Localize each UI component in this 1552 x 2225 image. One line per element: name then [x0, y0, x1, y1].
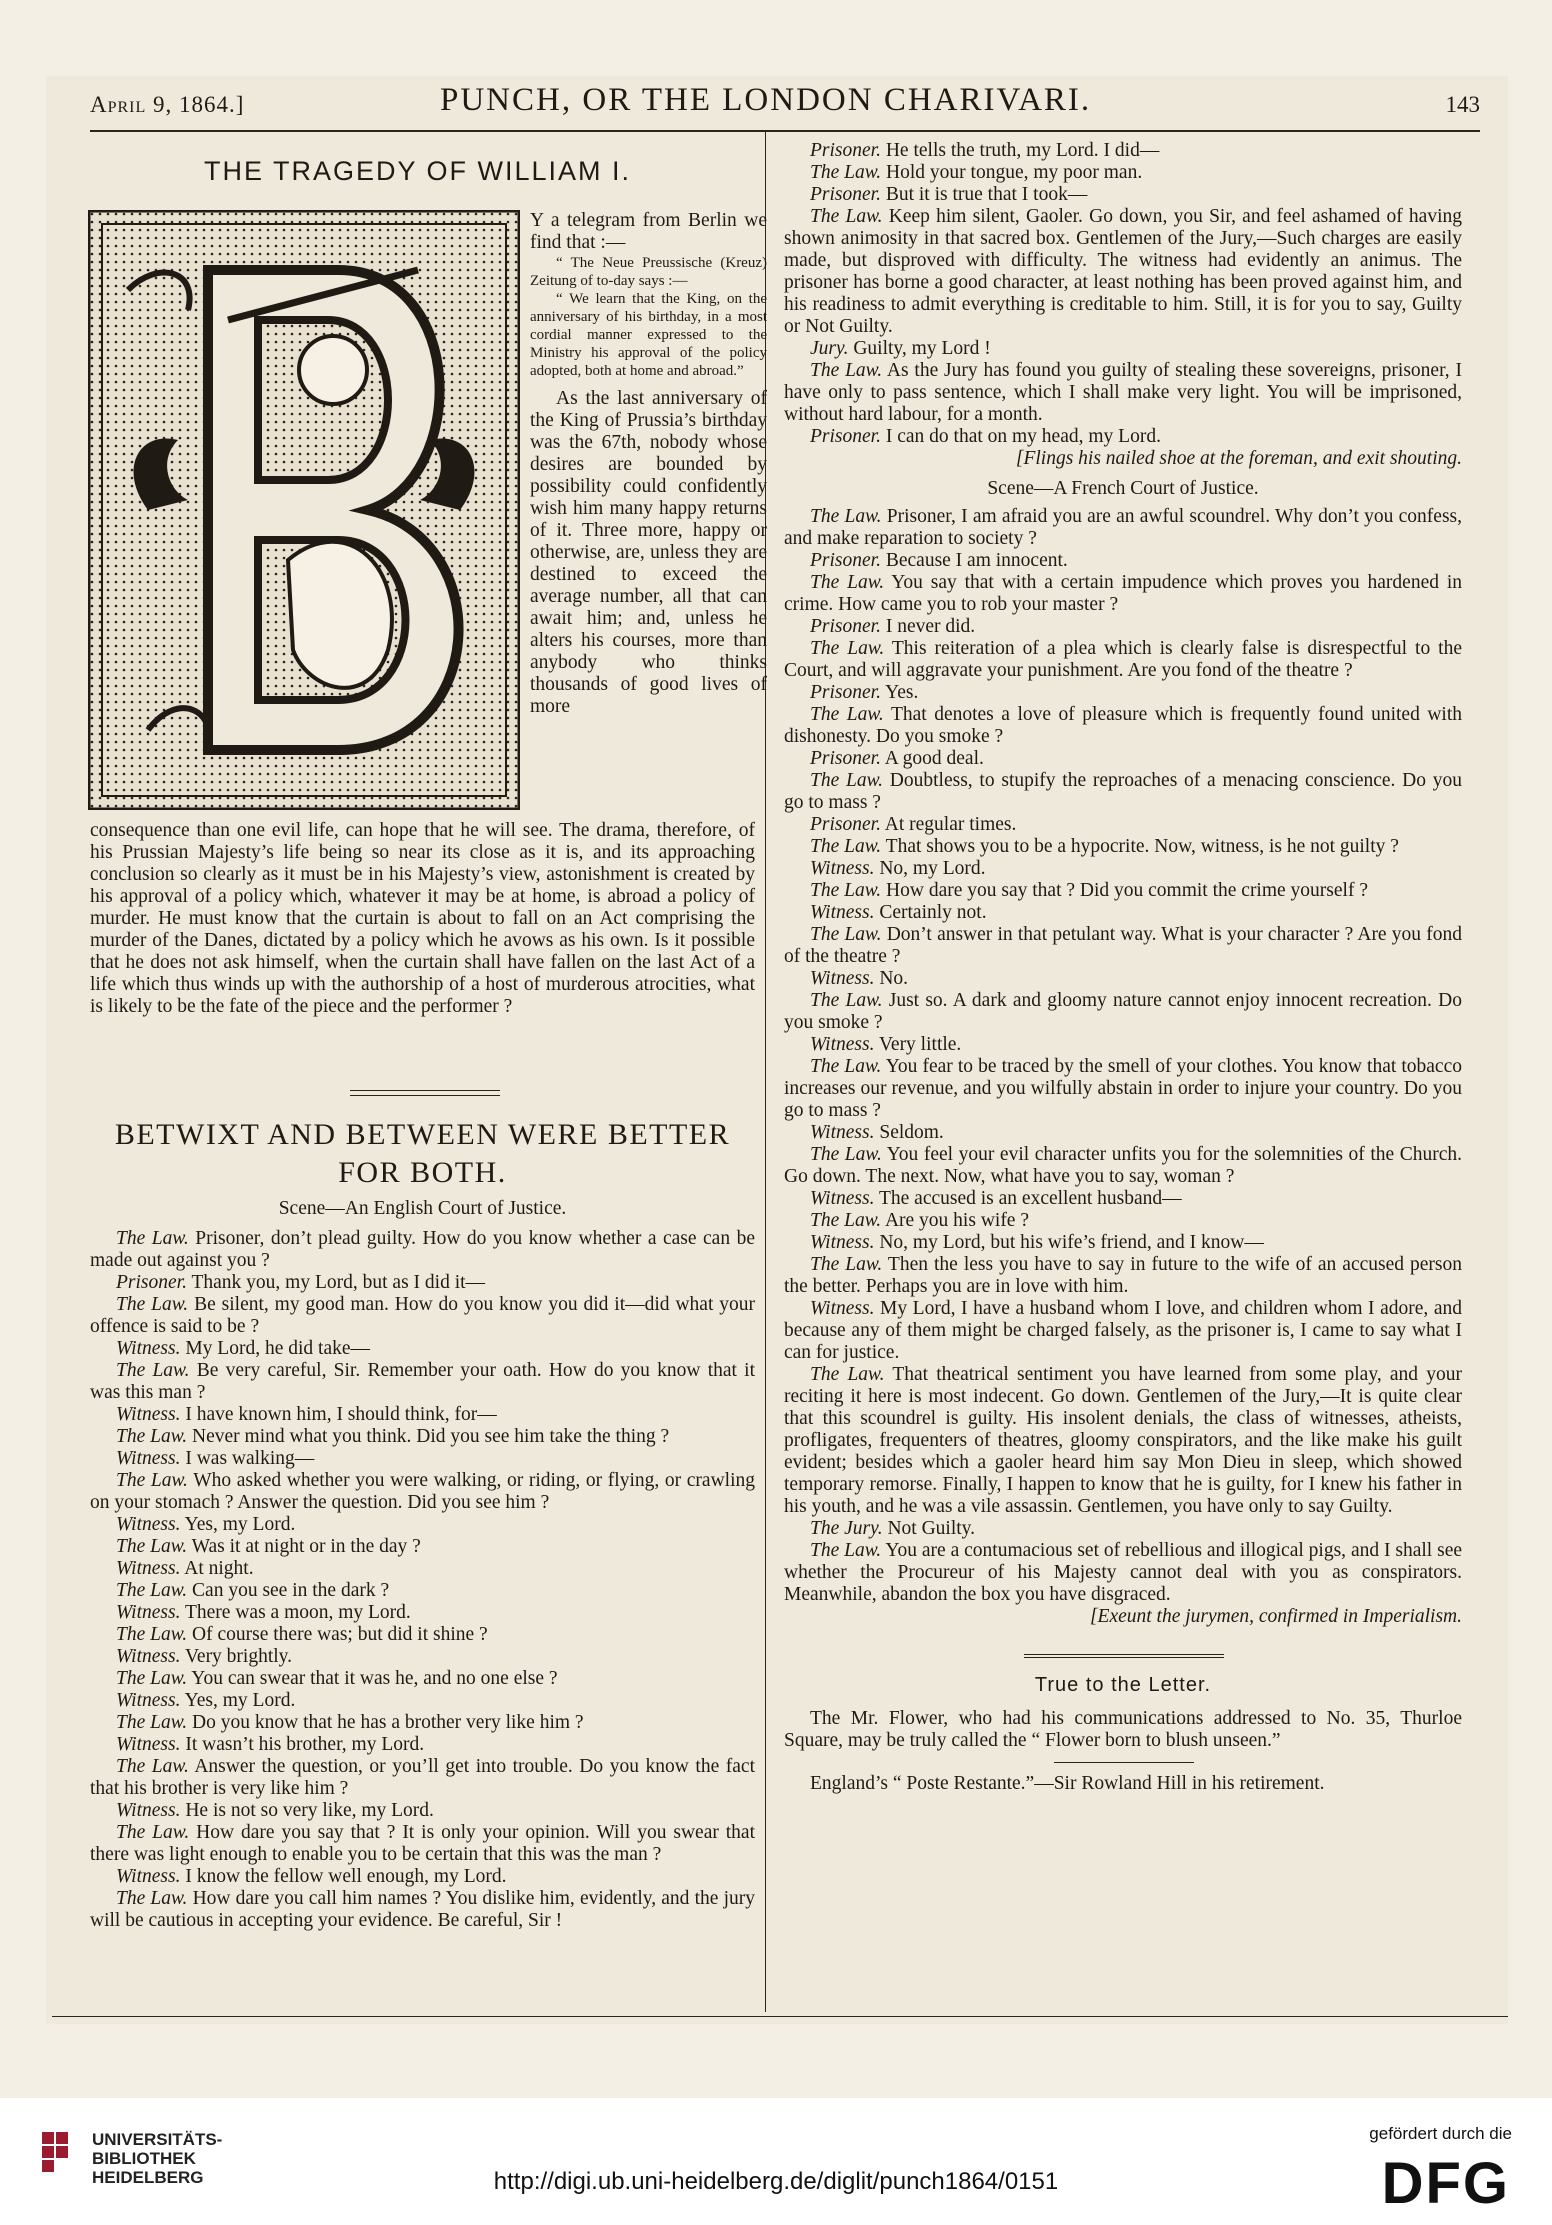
speaker-label: Witness.: [810, 1122, 875, 1143]
speaker-label: Prisoner.: [810, 682, 881, 703]
speech-text: I know the fellow well enough, my Lord.: [180, 1866, 507, 1887]
stage-direction-2: [Exeunt the jurymen, confirmed in Imperialism.: [1089, 1606, 1462, 1627]
speaker-label: The Law.: [810, 572, 885, 593]
speaker-label: The Law.: [116, 1536, 188, 1557]
article-tragedy: [90, 156, 745, 186]
speaker-label: The Law.: [810, 836, 882, 857]
dialogue-line: [784, 550, 1462, 572]
dialogue-line: [90, 1624, 755, 1646]
flower-paragraph: The Mr. Flower, who had his communications addressed to No. 35, Thurloe Square, may be truly called the “ Flower born to blush unseen.”: [784, 1708, 1462, 1751]
speech-text: Be very careful, Sir. Remember your oath. How do you know that it was this man ?: [90, 1360, 755, 1403]
speaker-label: Witness.: [116, 1646, 181, 1667]
speech-text: Yes, my Lord.: [180, 1514, 296, 1535]
article-tragedy-narrow: [530, 210, 767, 718]
dialogue-line: [784, 338, 1462, 360]
speech-text: My Lord, I have a husband whom I love, and children whom I adore, and because any of them might be charged falsely, as the prisoner is, I came to say what I can for justice.: [784, 1298, 1462, 1363]
digitization-footer: [0, 2098, 1552, 2225]
speech-text: That denotes a love of pleasure which is frequently found united with dishonesty. Do you smoke ?: [784, 704, 1462, 747]
dialogue-line: [90, 1470, 755, 1514]
speaker-label: Prisoner.: [810, 616, 881, 637]
speech-text: He tells the truth, my Lord. I did—: [880, 140, 1160, 161]
speaker-label: The Law.: [810, 880, 882, 901]
stage-direction-1: [Flings his nailed shoe at the foreman, and exit shouting.: [1015, 448, 1462, 469]
dialogue-line: [784, 1518, 1462, 1540]
speech-text: You say that with a certain impudence which proves you hardened in crime. How came you to rob your master ?: [784, 572, 1463, 615]
dialogue-line: [90, 1822, 755, 1866]
speech-text: You feel your evil character unfits you for the solemnities of the Church. Go down. The next. Now, what have you to say, woman ?: [784, 1144, 1462, 1187]
speech-text: Very brightly.: [180, 1646, 293, 1667]
speaker-label: Prisoner.: [116, 1272, 187, 1293]
speech-text: You are a contumacious set of rebellious and illogical pigs, and I shall see whether the Procureur of his Majesty cannot deal with you as conspirators. Meanwhile, abandon the box you have disgraced.: [784, 1540, 1462, 1605]
speaker-label: The Law.: [810, 506, 882, 527]
dialogue-line: [90, 1338, 755, 1360]
dialogue-line: [90, 1888, 755, 1932]
telegram-intro: Y a telegram from Berlin we find that :—: [530, 210, 767, 253]
speech-text: At night.: [180, 1558, 254, 1579]
speaker-label: The Law.: [116, 1668, 188, 1689]
speaker-label: The Law.: [116, 1580, 188, 1601]
speaker-label: Jury.: [810, 338, 849, 359]
dialogue-line: [784, 902, 1462, 924]
speaker-label: Witness.: [810, 968, 875, 989]
dialogue-line: [90, 1426, 755, 1448]
section-rule-1: [350, 1090, 500, 1091]
article-betwixt: [90, 1116, 755, 1932]
dialogue-line: [90, 1668, 755, 1690]
speaker-label: The Jury.: [810, 1518, 883, 1539]
speech-text: That theatrical sentiment you have learned from some play, and your reciting it here is most indecent. Go down. Gentlemen of the Jury,—It is quite clear that this scoundrel is guilty. His insolent denials, the class of witnesses, atheists, profligates, frequenters of theatres, gloomy conspirators, and the like make his guilt evident; besides which a gaoler heard him say Mon Dieu in sleep, which showed temporary remorse. Finally, I happen to know that he is guilty, for I knew his father in his youth, and he was a vile assassin. Gentlemen, you have only to say Guilty.: [784, 1364, 1462, 1517]
speech-text: Prisoner, don’t plead guilty. How do you know whether a case can be made out against you ?: [90, 1228, 755, 1271]
dialogue-line: [90, 1272, 755, 1294]
dialogue-line: [784, 836, 1462, 858]
speech-text: Answer the question, or you’ll get into trouble. Do you know the fact that his brother is very like him ?: [90, 1756, 755, 1799]
speaker-label: The Law.: [810, 1210, 882, 1231]
dialogue-line: [784, 1188, 1462, 1210]
dialogue-line: [90, 1448, 755, 1470]
section-rule-4: [1024, 1657, 1224, 1658]
dialogue-line: [784, 1144, 1462, 1188]
speaker-label: The Law.: [810, 360, 883, 381]
speech-text: Yes.: [880, 682, 919, 703]
dialogue-line: [784, 682, 1462, 704]
dialogue-line: [90, 1294, 755, 1338]
article-heading-tragedy: THE TRAGEDY OF WILLIAM I.: [203, 156, 632, 186]
speaker-label: The Law.: [810, 1056, 882, 1077]
speech-text: Very little.: [874, 1034, 962, 1055]
speaker-label: Witness.: [810, 1298, 875, 1319]
speaker-label: Witness.: [116, 1448, 181, 1469]
speaker-label: Prisoner.: [810, 184, 881, 205]
dialogue-french: [784, 506, 1462, 1606]
speaker-label: The Law.: [116, 1426, 188, 1447]
dialogue-line: [784, 572, 1462, 616]
dfg-logo: DFG: [1381, 2151, 1510, 2216]
speaker-label: Witness.: [116, 1734, 181, 1755]
speech-text: That shows you to be a hypocrite. Now, witness, is he not guilty ?: [881, 836, 1399, 857]
speaker-label: The Law.: [810, 1364, 885, 1385]
speech-text: But it is true that I took—: [880, 184, 1088, 205]
dialogue-line: [784, 616, 1462, 638]
scene-french: Scene—A French Court of Justice.: [987, 478, 1259, 499]
speech-text: You fear to be traced by the smell of your clothes. You know that tobacco increases our revenue, and you wilfully abstain in order to injure your country. Do you go to mass ?: [784, 1056, 1462, 1121]
dialogue-line: [784, 162, 1462, 184]
speech-text: Can you see in the dark ?: [187, 1580, 390, 1601]
speaker-label: Witness.: [116, 1558, 181, 1579]
dialogue-line: [784, 814, 1462, 836]
speaker-label: The Law.: [810, 924, 882, 945]
speech-text: I can do that on my head, my Lord.: [880, 426, 1161, 447]
speech-text: Do you know that he has a brother very like him ?: [187, 1712, 584, 1733]
section-rule-2: [350, 1095, 500, 1096]
speaker-label: The Law.: [116, 1294, 189, 1315]
speaker-label: The Law.: [116, 1228, 189, 1249]
dialogue-line: [784, 426, 1462, 448]
speech-text: Not Guilty.: [882, 1518, 976, 1539]
speaker-label: The Law.: [810, 990, 883, 1011]
dialogue-english-left: [90, 1228, 755, 1932]
article-heading-letter: True to the Letter.: [1034, 1674, 1212, 1696]
speech-text: Of course there was; but did it shine ?: [187, 1624, 488, 1645]
speech-text: Yes, my Lord.: [180, 1690, 296, 1711]
speaker-label: Witness.: [116, 1690, 181, 1711]
speaker-label: The Law.: [116, 1360, 190, 1381]
speech-text: How dare you say that ? It is only your opinion. Will you swear that there was light enough to enable you to be certain that this was the man ?: [90, 1822, 756, 1865]
speech-text: Guilty, my Lord !: [848, 338, 991, 359]
right-column: [784, 140, 1462, 1795]
speaker-label: Witness.: [810, 1188, 875, 1209]
speech-text: My Lord, he did take—: [180, 1338, 371, 1359]
dialogue-line: [90, 1536, 755, 1558]
source-url[interactable]: http://digi.ub.uni-heidelberg.de/diglit/punch1864/0151: [493, 2168, 1059, 2195]
speaker-label: The Law.: [810, 162, 882, 183]
speech-text: Keep him silent, Gaoler. Go down, you Sir, and feel ashamed of having shown animosity in that sacred box. Gentlemen of the Jury,—Such charges are easily made, but disproved with difficulty. The witness had evidently an animus. The prisoner has borne a good character, at least nothing has been proved against him, and his readiness to admit everything is creditable to him. Still, it is for you to say, Guilty or Not Guilty.: [784, 206, 1462, 337]
speech-text: Are you his wife ?: [881, 1210, 1029, 1231]
speech-text: It wasn’t his brother, my Lord.: [180, 1734, 425, 1755]
section-rule-5: [1054, 1762, 1194, 1763]
speaker-label: The Law.: [810, 1254, 883, 1275]
dialogue-line: [784, 880, 1462, 902]
quote-body: “ We learn that the King, on the anniversary of his birthday, in a most cordial manner expressed to the Ministry his approval of the policy adopted, both at home and abroad.”: [530, 291, 767, 379]
dialogue-line: [90, 1690, 755, 1712]
speech-text: Never mind what you think. Did you see him take the thing ?: [187, 1426, 670, 1447]
dialogue-line: [90, 1756, 755, 1800]
scene-english: Scene—An English Court of Justice.: [278, 1198, 567, 1219]
speaker-label: The Law.: [116, 1756, 189, 1777]
dialogue-line: [90, 1228, 755, 1272]
speech-text: Was it at night or in the day ?: [187, 1536, 421, 1557]
speaker-label: The Law.: [116, 1624, 188, 1645]
library-name: UNIVERSITÄTS- BIBLIOTHEK HEIDELBERG: [92, 2130, 223, 2187]
speech-text: There was a moon, my Lord.: [180, 1602, 411, 1623]
speaker-label: Prisoner.: [810, 426, 881, 447]
dialogue-line: [784, 1232, 1462, 1254]
speaker-label: The Law.: [810, 638, 885, 659]
speech-text: No, my Lord, but his wife’s friend, and I know—: [874, 1232, 1264, 1253]
dialogue-line: [784, 360, 1462, 426]
speech-text: I never did.: [880, 616, 976, 637]
dialogue-line: [784, 704, 1462, 748]
speaker-label: Prisoner.: [810, 814, 881, 835]
page-number: 143: [1445, 92, 1480, 117]
speech-text: I was walking—: [180, 1448, 315, 1469]
speaker-label: The Law.: [116, 1888, 188, 1909]
speaker-label: The Law.: [810, 1144, 882, 1165]
article-heading-betwixt: BETWIXT AND BETWEEN WERE BETTER FOR BOTH.: [114, 1118, 731, 1189]
article-tragedy-wide: [90, 820, 755, 1018]
speech-text: Who asked whether you were walking, or riding, or flying, or crawling on your stomach ? Answer the question. Did you see him ?: [90, 1470, 756, 1513]
speech-text: Just so. A dark and gloomy nature cannot enjoy innocent recreation. Do you smoke ?: [784, 990, 1462, 1033]
journal-title: PUNCH, OR THE LONDON CHARIVARI.: [440, 82, 1092, 118]
speaker-label: Witness.: [116, 1514, 181, 1535]
speaker-label: Witness.: [810, 1232, 875, 1253]
dialogue-line: [90, 1514, 755, 1536]
speaker-label: Prisoner.: [810, 748, 881, 769]
section-rule-3: [1024, 1654, 1224, 1655]
dialogue-line: [784, 506, 1462, 550]
speech-text: How dare you call him names ? You dislike him, evidently, and the jury will be cautious in accepting your evidence. Be careful, Sir !: [90, 1888, 755, 1931]
speaker-label: Witness.: [810, 902, 875, 923]
speaker-label: Witness.: [116, 1404, 181, 1425]
bottom-rule: [52, 2016, 1508, 2017]
dialogue-line: [784, 140, 1462, 162]
dialogue-line: [784, 748, 1462, 770]
speaker-label: Witness.: [116, 1800, 181, 1821]
speech-text: No, my Lord.: [874, 858, 986, 879]
dialogue-line: [784, 1210, 1462, 1232]
speaker-label: Witness.: [116, 1866, 181, 1887]
dialogue-line: [784, 1254, 1462, 1298]
speaker-label: Witness.: [116, 1338, 181, 1359]
speech-text: I have known him, I should think, for—: [180, 1404, 497, 1425]
speech-text: Hold your tongue, my poor man.: [881, 162, 1143, 183]
dialogue-line: [784, 1122, 1462, 1144]
initial-b-illustration-icon: [88, 210, 520, 810]
poste-restante-paragraph: England’s “ Poste Restante.”—Sir Rowland Hill in his retirement.: [810, 1773, 1325, 1794]
speaker-label: The Law.: [810, 1540, 882, 1561]
speech-text: How dare you say that ? Did you commit the crime yourself ?: [881, 880, 1368, 901]
speaker-label: Prisoner.: [810, 550, 881, 571]
dialogue-line: [90, 1580, 755, 1602]
speech-text: Certainly not.: [874, 902, 987, 923]
speaker-label: Witness.: [116, 1602, 181, 1623]
header-rule: [90, 130, 1480, 132]
speech-text: At regular times.: [880, 814, 1017, 835]
issue-date: April 9, 1864.]: [90, 92, 245, 117]
dialogue-line: [90, 1866, 755, 1888]
speaker-label: The Law.: [810, 770, 884, 791]
tragedy-body-wide: consequence than one evil life, can hope that he will see. The drama, therefore, of his Prussian Majesty’s life being so near its close as it is, and its approaching conclusion so clearly as it must be in his Majesty’s view, astonishment is created by his approval of a policy which, whatever it may be at home, is abroad a policy of murder. He must know that the curtain is about to fall on an Act comprising the murder of the Danes, dictated by a policy which he avows as his own. Is it possible that he does not ask himself, when the curtain shall have fallen on the last Act of a life which thus winds up with the authorship of a host of murderous atrocities, what is likely to be the fate of the piece and the performer ?: [90, 820, 755, 1017]
dialogue-line: [784, 1364, 1462, 1518]
speaker-label: The Law.: [116, 1470, 188, 1491]
speech-text: A good deal.: [880, 748, 984, 769]
speech-text: He is not so very like, my Lord.: [180, 1800, 434, 1821]
dialogue-line: [90, 1734, 755, 1756]
speech-text: Seldom.: [874, 1122, 944, 1143]
speech-text: No.: [874, 968, 909, 989]
speaker-label: The Law.: [116, 1822, 190, 1843]
dialogue-line: [784, 858, 1462, 880]
dialogue-line: [90, 1558, 755, 1580]
dialogue-line: [90, 1800, 755, 1822]
dialogue-line: [784, 184, 1462, 206]
running-head: [90, 82, 1480, 126]
dialogue-line: [90, 1360, 755, 1404]
speech-text: Thank you, my Lord, but as I did it—: [186, 1272, 486, 1293]
dialogue-line: [784, 990, 1462, 1034]
dialogue-line: [784, 770, 1462, 814]
quote-source: “ The Neue Preussische (Kreuz) Zeitung of to-day says :—: [530, 255, 767, 289]
dialogue-line: [784, 924, 1462, 968]
speech-text: Doubtless, to stupify the reproaches of a menacing conscience. Do you go to mass ?: [784, 770, 1463, 813]
speech-text: Then the less you have to say in future to the wife of an accused person the better. Perhaps you are in love with him.: [784, 1254, 1462, 1297]
speech-text: The accused is an excellent husband—: [874, 1188, 1182, 1209]
speaker-label: Witness.: [810, 858, 875, 879]
dialogue-english-right: [784, 140, 1462, 448]
speaker-label: The Law.: [810, 704, 884, 725]
speech-text: Prisoner, I am afraid you are an awful scoundrel. Why don’t you confess, and make reparation to society ?: [784, 506, 1463, 549]
tragedy-body-narrow: As the last anniversary of the King of Prussia’s birthday was the 67th, nobody whose desires are bounded by possibility could confidently wish him many happy returns of it. Three more, happy or otherwise, are, unless they are destined to exceed the average number, all that can await him; and, unless he alters his courses, more than anybody who thinks thousands of good lives of more: [530, 388, 767, 717]
dialogue-line: [784, 1034, 1462, 1056]
dialogue-line: [90, 1712, 755, 1734]
dialogue-line: [784, 1056, 1462, 1122]
speaker-label: The Law.: [116, 1712, 188, 1733]
dialogue-line: [90, 1404, 755, 1426]
dialogue-line: [784, 1298, 1462, 1364]
dialogue-line: [784, 1540, 1462, 1606]
dialogue-line: [784, 968, 1462, 990]
dialogue-line: [784, 638, 1462, 682]
speech-text: Because I am innocent.: [880, 550, 1068, 571]
speech-text: Be silent, my good man. How do you know you did it—did what your offence is said to be ?: [90, 1294, 756, 1337]
speaker-label: Prisoner.: [810, 140, 881, 161]
decorative-initial-b: [88, 210, 520, 810]
speech-text: This reiteration of a plea which is clearly false is disrespectful to the Court, and will aggravate your punishment. Are you fond of the theatre ?: [784, 638, 1462, 681]
dialogue-line: [784, 206, 1462, 338]
speaker-label: The Law.: [810, 206, 883, 227]
speaker-label: Witness.: [810, 1034, 875, 1055]
dialogue-line: [90, 1602, 755, 1624]
funder-label: gefördert durch die: [1369, 2124, 1512, 2143]
speech-text: You can swear that it was he, and no one else ?: [187, 1668, 558, 1689]
dialogue-line: [90, 1646, 755, 1668]
speech-text: Don’t answer in that petulant way. What is your character ? Are you fond of the theatre ?: [784, 924, 1463, 967]
speech-text: As the Jury has found you guilty of stealing these sovereigns, prisoner, I have only to pass sentence, which I shall make very light. You will be imprisoned, without hard labour, for a month.: [784, 360, 1462, 425]
